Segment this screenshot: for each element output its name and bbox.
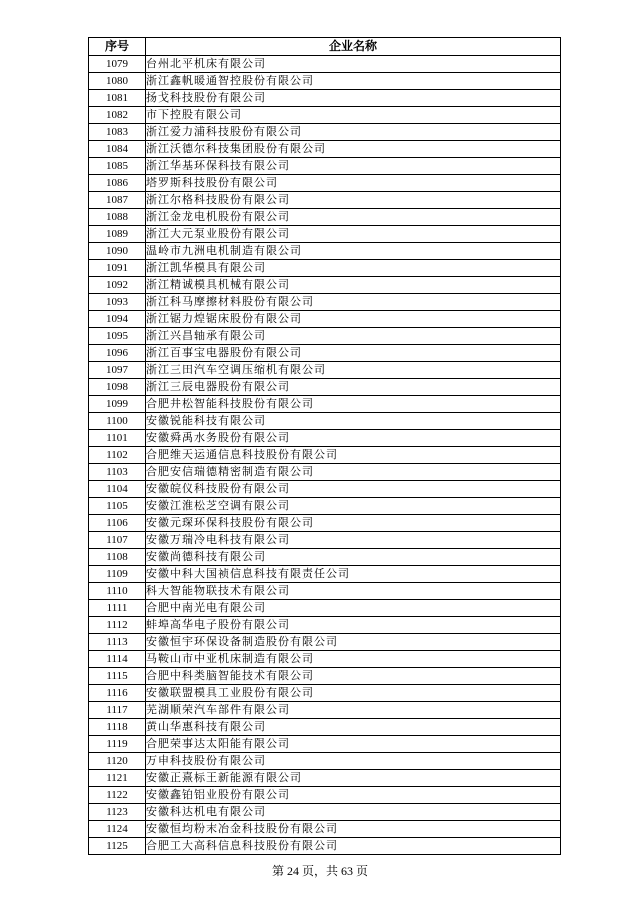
- row-enterprise-name: 浙江爱力浦科技股份有限公司: [146, 124, 561, 141]
- row-serial-number: 1112: [89, 617, 146, 634]
- row-enterprise-name: 安徽元琛环保科技股份有限公司: [146, 515, 561, 532]
- table-row: [89, 141, 561, 158]
- row-serial-number: 1097: [89, 362, 146, 379]
- row-serial-number: 1081: [89, 90, 146, 107]
- table-row: [89, 124, 561, 141]
- table-row: [89, 158, 561, 175]
- row-serial-number: 1093: [89, 294, 146, 311]
- table-body: [89, 56, 561, 855]
- row-enterprise-name: 马鞍山市中亚机床制造有限公司: [146, 651, 561, 668]
- table-row: [89, 549, 561, 566]
- table-row: [89, 277, 561, 294]
- row-enterprise-name: 科大智能物联技术有限公司: [146, 583, 561, 600]
- table-row: [89, 226, 561, 243]
- row-enterprise-name: 温岭市九洲电机制造有限公司: [146, 243, 561, 260]
- row-serial-number: 1117: [89, 702, 146, 719]
- row-serial-number: 1099: [89, 396, 146, 413]
- row-serial-number: 1085: [89, 158, 146, 175]
- row-serial-number: 1090: [89, 243, 146, 260]
- row-serial-number: 1122: [89, 787, 146, 804]
- row-enterprise-name: 扬戈科技股份有限公司: [146, 90, 561, 107]
- row-serial-number: 1091: [89, 260, 146, 277]
- table-row: [89, 362, 561, 379]
- row-serial-number: 1123: [89, 804, 146, 821]
- row-enterprise-name: 浙江三辰电器股份有限公司: [146, 379, 561, 396]
- table-row: [89, 430, 561, 447]
- row-serial-number: 1082: [89, 107, 146, 124]
- row-enterprise-name: 芜湖顺荣汽车部件有限公司: [146, 702, 561, 719]
- row-enterprise-name: 浙江兴昌轴承有限公司: [146, 328, 561, 345]
- row-enterprise-name: 浙江鑫帆暖通智控股份有限公司: [146, 73, 561, 90]
- row-enterprise-name: 安徽锐能科技有限公司: [146, 413, 561, 430]
- row-serial-number: 1121: [89, 770, 146, 787]
- row-serial-number: 1102: [89, 447, 146, 464]
- table-row: [89, 532, 561, 549]
- table-row: [89, 498, 561, 515]
- table-row: [89, 73, 561, 90]
- row-serial-number: 1119: [89, 736, 146, 753]
- table-row: [89, 719, 561, 736]
- table-row: [89, 90, 561, 107]
- row-enterprise-name: 安徽联盟模具工业股份有限公司: [146, 685, 561, 702]
- row-serial-number: 1089: [89, 226, 146, 243]
- table-row: [89, 600, 561, 617]
- table-row: [89, 804, 561, 821]
- table-row: [89, 515, 561, 532]
- table-row: [89, 702, 561, 719]
- row-enterprise-name: 塔罗斯科技股份有限公司: [146, 175, 561, 192]
- row-enterprise-name: 安徽皖仪科技股份有限公司: [146, 481, 561, 498]
- row-enterprise-name: 蚌埠高华电子股份有限公司: [146, 617, 561, 634]
- row-serial-number: 1103: [89, 464, 146, 481]
- row-enterprise-name: 合肥荣事达太阳能有限公司: [146, 736, 561, 753]
- row-enterprise-name: 安徽恒宇环保设备制造股份有限公司: [146, 634, 561, 651]
- table-row: [89, 481, 561, 498]
- row-enterprise-name: 合肥中科类脑智能技术有限公司: [146, 668, 561, 685]
- table-row: [89, 787, 561, 804]
- row-serial-number: 1113: [89, 634, 146, 651]
- row-enterprise-name: 安徽尚德科技有限公司: [146, 549, 561, 566]
- row-serial-number: 1100: [89, 413, 146, 430]
- row-enterprise-name: 安徽恒均粉末冶金科技股份有限公司: [146, 821, 561, 838]
- row-serial-number: 1094: [89, 311, 146, 328]
- row-serial-number: 1115: [89, 668, 146, 685]
- enterprise-table: [88, 37, 561, 855]
- row-enterprise-name: 浙江华基环保科技有限公司: [146, 158, 561, 175]
- row-enterprise-name: 浙江三田汽车空调压缩机有限公司: [146, 362, 561, 379]
- row-enterprise-name: 浙江锯力煌锯床股份有限公司: [146, 311, 561, 328]
- table-row: [89, 447, 561, 464]
- row-enterprise-name: 安徽中科大国祯信息科技有限责任公司: [146, 566, 561, 583]
- row-serial-number: 1108: [89, 549, 146, 566]
- row-serial-number: 1079: [89, 56, 146, 73]
- table-row: [89, 583, 561, 600]
- table-row: [89, 311, 561, 328]
- row-serial-number: 1106: [89, 515, 146, 532]
- row-enterprise-name: 合肥中南光电有限公司: [146, 600, 561, 617]
- row-enterprise-name: 浙江沃德尔科技集团股份有限公司: [146, 141, 561, 158]
- row-enterprise-name: 合肥安信瑞德精密制造有限公司: [146, 464, 561, 481]
- row-serial-number: 1092: [89, 277, 146, 294]
- row-serial-number: 1109: [89, 566, 146, 583]
- row-enterprise-name: 合肥工大高科信息科技股份有限公司: [146, 838, 561, 855]
- table-row: [89, 294, 561, 311]
- row-enterprise-name: 合肥维天运通信息科技股份有限公司: [146, 447, 561, 464]
- row-enterprise-name: 安徽江淮松芝空调有限公司: [146, 498, 561, 515]
- row-enterprise-name: 浙江大元泵业股份有限公司: [146, 226, 561, 243]
- row-enterprise-name: 浙江科马摩擦材料股份有限公司: [146, 294, 561, 311]
- row-enterprise-name: 安徽舜禹水务股份有限公司: [146, 430, 561, 447]
- table-row: [89, 243, 561, 260]
- row-enterprise-name: 万申科技股份有限公司: [146, 753, 561, 770]
- table-row: [89, 736, 561, 753]
- page-number: 第 24 页，共 63 页: [271, 864, 368, 878]
- row-serial-number: 1101: [89, 430, 146, 447]
- row-serial-number: 1116: [89, 685, 146, 702]
- table-row: [89, 685, 561, 702]
- table-row: [89, 753, 561, 770]
- table-row: [89, 345, 561, 362]
- table-row: [89, 821, 561, 838]
- row-enterprise-name: 合肥井松智能科技股份有限公司: [146, 396, 561, 413]
- row-serial-number: 1086: [89, 175, 146, 192]
- table-row: [89, 464, 561, 481]
- header-enterprise-name: 企业名称: [146, 38, 561, 56]
- table-row: [89, 379, 561, 396]
- row-serial-number: 1096: [89, 345, 146, 362]
- table-row: [89, 838, 561, 855]
- table-row: [89, 328, 561, 345]
- row-serial-number: 1087: [89, 192, 146, 209]
- row-enterprise-name: 安徽鑫铂铝业股份有限公司: [146, 787, 561, 804]
- table-row: [89, 107, 561, 124]
- row-serial-number: 1118: [89, 719, 146, 736]
- row-serial-number: 1110: [89, 583, 146, 600]
- table-row: [89, 770, 561, 787]
- table-row: [89, 413, 561, 430]
- table-row: [89, 634, 561, 651]
- table-row: [89, 617, 561, 634]
- row-enterprise-name: 浙江金龙电机股份有限公司: [146, 209, 561, 226]
- table-row: [89, 175, 561, 192]
- row-enterprise-name: 安徽科达机电有限公司: [146, 804, 561, 821]
- row-serial-number: 1111: [89, 600, 146, 617]
- row-serial-number: 1088: [89, 209, 146, 226]
- row-serial-number: 1098: [89, 379, 146, 396]
- row-serial-number: 1120: [89, 753, 146, 770]
- row-enterprise-name: 黄山华惠科技有限公司: [146, 719, 561, 736]
- table-row: [89, 260, 561, 277]
- row-enterprise-name: 浙江尔格科技股份有限公司: [146, 192, 561, 209]
- row-serial-number: 1083: [89, 124, 146, 141]
- row-serial-number: 1107: [89, 532, 146, 549]
- row-serial-number: 1124: [89, 821, 146, 838]
- row-enterprise-name: 浙江百事宝电器股份有限公司: [146, 345, 561, 362]
- row-enterprise-name: 台州北平机床有限公司: [146, 56, 561, 73]
- table-header-row: [89, 38, 561, 56]
- table-row: [89, 192, 561, 209]
- table-row: [89, 566, 561, 583]
- table-row: [89, 56, 561, 73]
- table-row: [89, 209, 561, 226]
- header-serial-number: 序号: [89, 38, 146, 56]
- table-row: [89, 651, 561, 668]
- row-enterprise-name: 安徽万瑞冷电科技有限公司: [146, 532, 561, 549]
- row-serial-number: 1125: [89, 838, 146, 855]
- row-serial-number: 1095: [89, 328, 146, 345]
- row-enterprise-name: 市下控股有限公司: [146, 107, 561, 124]
- row-enterprise-name: 安徽正熹标王新能源有限公司: [146, 770, 561, 787]
- row-serial-number: 1080: [89, 73, 146, 90]
- row-serial-number: 1105: [89, 498, 146, 515]
- row-serial-number: 1104: [89, 481, 146, 498]
- row-enterprise-name: 浙江凯华模具有限公司: [146, 260, 561, 277]
- row-enterprise-name: 浙江精诚模具机械有限公司: [146, 277, 561, 294]
- row-serial-number: 1084: [89, 141, 146, 158]
- row-serial-number: 1114: [89, 651, 146, 668]
- table-row: [89, 396, 561, 413]
- table-row: [89, 668, 561, 685]
